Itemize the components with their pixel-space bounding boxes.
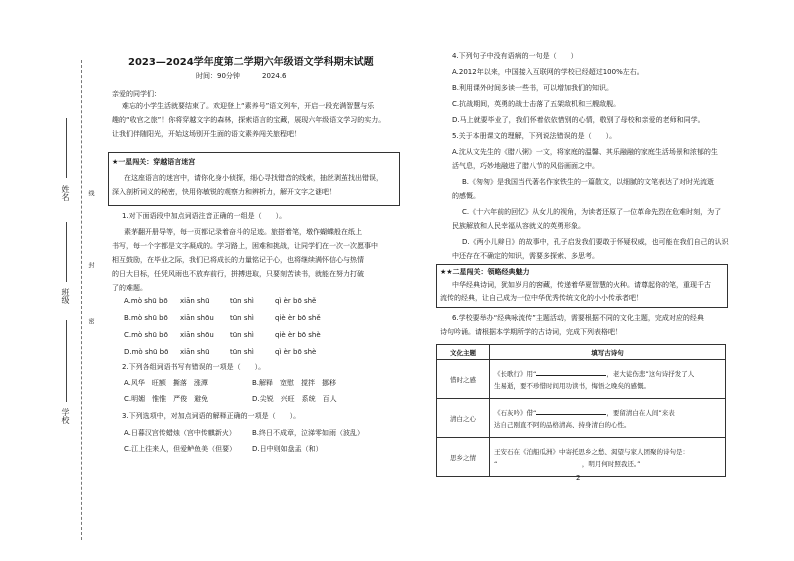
intro-line-3: 让我们伴随阳光，开始这场别开生面的语文素养闯关旅程吧！ <box>112 130 301 138</box>
poem-text: ，老大徒伤悲”这句诗抒发了人 <box>606 370 695 378</box>
q1-option-d-c3: tūn shì <box>230 348 254 356</box>
col-header-poem: 填写古诗句 <box>490 345 726 360</box>
intro-greeting: 亲爱的同学们： <box>112 90 161 98</box>
q5-option-d-line-1[interactable]: D.《两小儿辩日》的故事中，孔子启发我们要敢于怀疑权威，也可能在我们自己的认识 <box>462 238 729 246</box>
q1-option-b-c4: qiè èr bō shě <box>275 314 321 322</box>
name-underline <box>66 118 67 178</box>
poem-text: ，要留清白在人间”来表 <box>606 409 675 417</box>
section-1-title: ★一星闯关：穿越语言迷宫 <box>112 158 196 166</box>
poem-cell <box>490 399 726 438</box>
poem-cell <box>490 438 726 477</box>
q1-passage-5: 了的难题。 <box>112 284 147 292</box>
page-number: 2 <box>576 474 581 482</box>
q1-option-c-c2: xiān shōu <box>180 331 214 339</box>
q2-option-d[interactable]: D.尖锐 兴旺 系统 百人 <box>252 395 337 403</box>
seal-char-seal: 封 <box>87 262 94 268</box>
school-underline <box>66 320 67 402</box>
theme-cell: 清白之心 <box>437 399 490 438</box>
binding-dashed-line <box>81 60 82 540</box>
q4-option-d[interactable]: D.马上就要毕业了，我们怀着依依惜别的心情，敬别了母校和亲爱的老师和同学。 <box>452 116 705 124</box>
poem-text-2: 达自己刚直不阿的品格清高、持身清白的心性。 <box>494 421 631 429</box>
q5-option-d-line-2: 中还存在不确定的知识，需要多探索、多思考。 <box>452 252 599 260</box>
q1-option-c-c4: qiè èr bō shè <box>275 331 321 339</box>
q5-option-c-line-2: 民族解放和人民幸福从容就义的英勇形象。 <box>452 222 585 230</box>
q2-option-c[interactable]: C.明媚 惟惟 严俊 避免 <box>124 395 209 403</box>
poem-text: 王安石在《泊船瓜洲》中寄托思乡之愁、渴望与家人团聚的诗句是： <box>494 447 689 456</box>
q5-option-b-line-2: 的感慨。 <box>452 192 480 200</box>
section-2-desc-2: 流传的经典，让自己成为一位中华优秀传统文化的小小传承者吧！ <box>440 294 643 302</box>
q1-option-c-c3: tūn shì <box>230 331 254 339</box>
q1-option-d-c4: qì èr bō shè <box>275 348 317 356</box>
q2-stem: 2.下列各组词语书写有错误的一项是（ ）。 <box>122 363 266 371</box>
q1-passage-3: 相互鼓励，在毕业之际，我们已将成长的力量铭记于心，也将继续满怀信心与热情 <box>112 256 364 264</box>
q1-option-d-c2: xiān shū <box>180 348 210 356</box>
q3-option-b[interactable]: B.终日不成章，泣涕零如雨（波乱） <box>252 429 365 437</box>
answer-blank[interactable] <box>536 368 606 376</box>
section-2-desc-1: 中华经典诗词，犹如岁月的窖藏，传递着华夏智慧的火种。请尊起你的笔，重现千古 <box>452 281 711 289</box>
intro-line-1: 难忘的小学生活就要结束了。欢迎登上“素养号”语文列车，开启一段充满智慧与乐 <box>122 102 375 110</box>
q2-option-a[interactable]: A.风华 旺额 撕落 涨潭 <box>124 379 208 387</box>
q2-option-b[interactable]: B.解释 宽慰 搅拌 挪移 <box>252 379 337 387</box>
q1-option-b-c2: xiān shōu <box>180 314 214 322</box>
q6-stem-2: 诗句吟诵。请根据本学期所学的古诗词，完成下列表格吧！ <box>440 328 622 336</box>
q5-option-a-line-1[interactable]: A.沈从文先生的《腊八粥》一文，将家庭的温馨、其乐融融的家庭生活场景和浓郁的生 <box>452 148 718 156</box>
col-header-theme: 文化主题 <box>437 345 490 360</box>
poem-text-2: 生易逝，要不珍惜时间用功读书，悔悟之晚矣的感慨。 <box>494 382 650 390</box>
q1-option-d[interactable]: D.mò shū bō <box>124 348 169 356</box>
section-1-desc-2: 深入剖析词义的秘密，快用你敏锐的观察力和辨析力，解开文字之谜吧！ <box>112 188 336 196</box>
q1-option-a[interactable]: A.mò shū bō <box>124 297 168 305</box>
seal-char-line: 线 <box>87 190 94 196</box>
q1-option-a-c2: xiān shū <box>180 297 210 305</box>
seal-char-secret: 密 <box>87 318 94 324</box>
q1-option-a-c3: tūn shì <box>230 297 254 305</box>
q1-stem: 1.对下面语段中加点词语注音正确的一组是（ ）。 <box>122 212 287 220</box>
q4-stem: 4.下列句子中没有语病的一句是（ ） <box>452 52 578 60</box>
table-row <box>437 399 726 438</box>
q3-stem: 3.下列选项中，对加点词语的解释正确的一项是（ ）。 <box>122 412 301 420</box>
name-label: 姓名 <box>61 185 70 201</box>
section-1-desc-1: 在这座语言的迷宫中，请你化身小侦探，细心寻找错音的线索，抽丝剥茧找出错误， <box>124 174 383 182</box>
class-underline <box>66 222 67 282</box>
q1-passage-4: 的日大目标，任凭风雨也不放弃前行，拼搏进取，只要刻苦读书，就能在努力打破 <box>112 270 364 278</box>
q5-option-c-line-1[interactable]: C.《十六年前的回忆》从女儿的视角，为读者还原了一位革命先烈在危难时刻，为了 <box>462 208 722 216</box>
q6-stem-1: 6.学校要举办“经典咏流传”主题活动，需要根据不同的文化主题，完成对应的经典 <box>452 314 704 322</box>
q3-option-d[interactable]: D.日中则如盘盂（和） <box>252 445 323 453</box>
table-header-row <box>437 345 726 360</box>
poem-table <box>436 344 726 477</box>
table-row <box>437 360 726 399</box>
theme-cell: 惜时之感 <box>437 360 490 399</box>
q1-option-b[interactable]: B.mò shū bō <box>124 314 168 322</box>
q4-option-a[interactable]: A.2012年以来，中国接入互联网的学校已经超过100%左右。 <box>452 68 644 76</box>
q1-passage-2: 书写，每一个字都是文字凝成的。学习路上，困难和挑战，让同学们在一次一次愿事中 <box>112 242 378 250</box>
q1-option-b-c3: tūn shì <box>230 314 254 322</box>
section-2-title: ★★二星闯关：领略经典魅力 <box>440 268 530 276</box>
poem-text-2[interactable]: “ ，明月何时照我还。” <box>494 459 641 468</box>
q1-option-c[interactable]: C.mò shū bō <box>124 331 168 339</box>
q5-option-a-line-2: 活气息，巧妙地融进了腊八节的风俗画面之中。 <box>452 162 599 170</box>
poem-text: 《长歌行》用“ <box>494 370 537 378</box>
q5-option-b-line-1[interactable]: B.《匆匆》是我国当代著名作家铁生的一篇散文，以细腻的文笔表达了对时光流逝 <box>462 178 715 186</box>
answer-blank[interactable] <box>536 407 606 415</box>
table-row <box>437 438 726 477</box>
exam-title: 2023—2024学年度第二学期六年级语文学科期末试题 <box>128 57 374 68</box>
exam-time: 时间：90分钟 <box>196 72 240 80</box>
poem-cell <box>490 360 726 399</box>
intro-line-2: 趣的“收官之旅”！你将穿越文字的森林，探索语言的宝藏，展现六年级语文学习的实力。 <box>112 116 386 124</box>
school-label: 学校 <box>61 408 70 424</box>
class-label: 班级 <box>61 288 70 304</box>
q4-option-b[interactable]: B.利用课外时间多读一些书，可以增加我们的知识。 <box>452 84 614 92</box>
q1-passage-1: 素茅翻开册导等，每一页都记录着奋斗的足迹。旅搭着笔，墩作蝴蝶般在纸上 <box>124 228 362 236</box>
exam-date: 2024.6 <box>262 72 287 80</box>
q4-option-c[interactable]: C.抗战期间，英勇的战士击落了五架敌机和三艘敌舰。 <box>452 100 621 108</box>
q1-option-a-c4: qì èr bō shě <box>275 297 317 305</box>
q3-option-a[interactable]: A.日暮汉宫传蜡烛（宫中传麒新火） <box>124 429 236 437</box>
theme-cell: 思乡之情 <box>437 438 490 477</box>
poem-text: 《石灰吟》借“ <box>494 409 537 417</box>
q3-option-c[interactable]: C.江上往来人，但爱鲈鱼美（但要） <box>124 445 237 453</box>
q5-stem: 5.关于本册课文的理解，下列说法错误的是（ ）。 <box>452 132 617 140</box>
